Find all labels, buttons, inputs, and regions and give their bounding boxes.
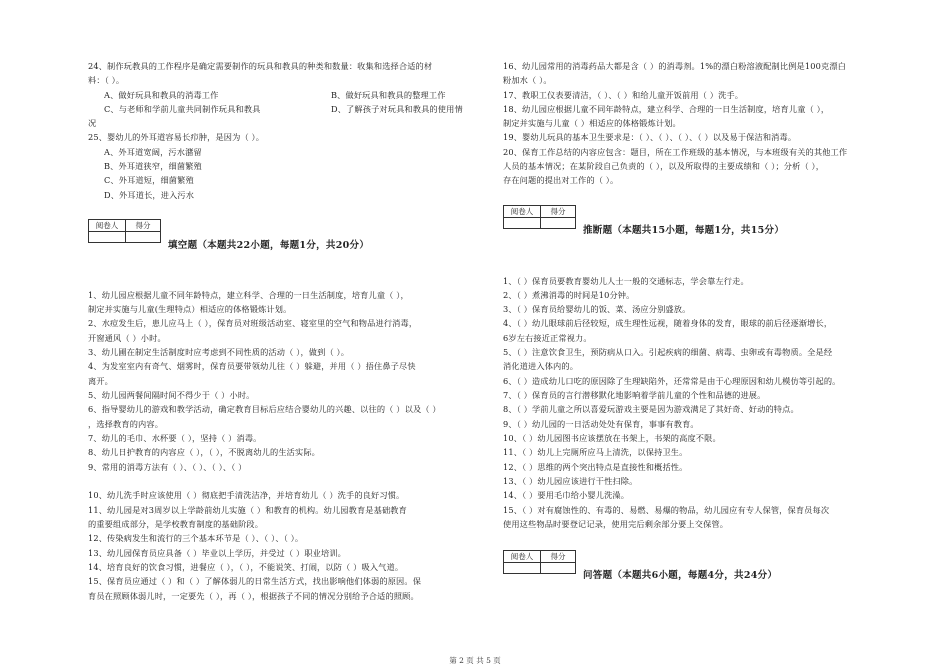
judge-line: 15、（ ）对有腐蚀性的、有毒的、易燃、易爆的物品，幼儿园应有专人保管，保育员每次	[503, 505, 830, 515]
fill-line: 开窗通风（ ）小时。	[88, 333, 166, 343]
option-c: C、与老师和学前儿童共同制作玩具和教具	[104, 104, 261, 114]
fill-line: 育员在照顾体弱儿时，一定要先（ ），再（ ），根据孩子不同的情况分别给予合适的照顾。	[88, 591, 419, 601]
right-line: 存在问题的提出对工作的（ ）。	[503, 175, 619, 185]
option-c: C、外耳道短，细菌繁殖	[104, 175, 194, 185]
fill-line: 的重要组成部分，是学校教育制度的基础阶段。	[88, 519, 264, 529]
reviewer-label: 阅卷人	[504, 551, 541, 563]
judge-line: 使用这些物品时要登记记录，使用完后剩余部分要上交保管。	[503, 519, 729, 529]
judge-line: 12、（ ）思维的两个突出特点是直接性和概括性。	[503, 462, 688, 472]
fill-line: 7、幼儿的毛巾、水杯要（ ），坚持（ ）消毒。	[88, 433, 262, 443]
fill-line: 13、幼儿园保育员应具备（ ）毕业以上学历，并受过（ ）职业培训。	[88, 548, 347, 558]
right-line: 19、婴幼儿玩具的基本卫生要求是：（ ）、（ ）、（ ）、（ ）以及易于保洁和消毒。	[503, 132, 797, 142]
page-number: 第 2 页 共 5 页	[449, 656, 501, 665]
option-d: D、了解孩子对玩具和教具的使用情	[331, 104, 463, 114]
option-b: B、做好玩具和教具的整理工作	[331, 90, 446, 100]
right-line: 16、幼儿园常用的消毒药品大都是含（ ）的消毒剂。1%的漂白粉溶液配制比例是100克漂白	[503, 61, 846, 71]
right-line: 粉加水（ ）。	[503, 75, 552, 85]
fill-line: 5、幼儿园两餐间隔时间不得少于（ ）小时。	[88, 390, 255, 400]
option-b: B、外耳道狭窄，细菌繁殖	[104, 161, 202, 171]
question-25: 25、婴幼儿的外耳道容易长疖肿，是因为（ ）。	[88, 132, 265, 142]
judge-line: 6、（ ）造成幼儿口吃的原因除了生理缺陷外，还常常是由于心理原因和幼儿模仿等引起的。	[503, 376, 841, 386]
question-24-line-2: 料：（ ）。	[88, 75, 125, 85]
judge-line: 5、（ ）注意饮食卫生，预防病从口入。引起疾病的细菌、病毒、虫卵或有毒物质。全是经	[503, 347, 833, 357]
right-line: 20、保育工作总结的内容应包含：题目，所在工作班级的基本情况，与本班级有关的其他工作	[503, 147, 848, 157]
grader-box	[503, 205, 576, 229]
judge-line: 14、（ ）要用毛巾给小婴儿洗澡。	[503, 490, 630, 500]
option-d: D、外耳道长，进入污水	[104, 190, 195, 200]
reviewer-cell[interactable]	[504, 563, 541, 574]
grader-box	[88, 219, 161, 243]
judge-line: 9、（ ）幼儿园的一日活动处处有保育，事事有教育。	[503, 419, 699, 429]
judge-line: 2、（ ）煮沸消毒的时间是10分钟。	[503, 290, 635, 300]
judge-line: 10、（ ）幼儿园图书应该摆放在书架上，书架的高度不限。	[503, 433, 721, 443]
judge-line: 3、（ ）保育员给婴幼儿的饭、菜、汤应分别盛放。	[503, 304, 691, 314]
question-24-line-1: 24、制作玩教具的工作程序是确定需要制作的玩具和教具的种类和数量：收集和选择合适的材	[88, 61, 433, 71]
fill-line: 10、幼儿洗手时应该使用（ ）彻底把手清洗洁净，并培育幼儿（ ）洗手的良好习惯。	[88, 490, 405, 500]
judge-line: 消化道进入体内的。	[503, 361, 579, 371]
fill-line: 15、保育员应通过（ ）和（ ）了解体弱儿的日常生活方式，找出影响他们体弱的原因。保	[88, 576, 422, 586]
fill-line: 3、幼儿圃在制定生活制度时应考虑到不同性质的活动（ ），做到（ ）。	[88, 347, 350, 357]
option-a: A、做好玩具和教具的消毒工作	[104, 90, 219, 100]
fill-line: 4、为发室室内有奇气、烟雾时，保育员要带领幼儿往（ ）躲避，并用（ ）捂住鼻子尽快	[88, 361, 416, 371]
judge-line: 11、（ ）幼儿上完厕所应马上清洗，以保持卫生。	[503, 447, 688, 457]
option-a: A、外耳道宽阔，污水潴留	[104, 147, 202, 157]
right-line: 17、教职工仪表要清洁，（ ）、（ ）和给儿童开饭前用（ ）洗手。	[503, 90, 744, 100]
fill-line: 8、幼儿日护教育的内容应（ ），（ ），不脱离幼儿的生活实际。	[88, 447, 321, 457]
section-title-judge: 推断题（本题共15小题，每题1分，共15分）	[583, 225, 785, 236]
reviewer-cell[interactable]	[89, 232, 126, 243]
reviewer-label: 阅卷人	[504, 206, 541, 218]
question-24-line-3: 况	[88, 118, 97, 128]
score-cell[interactable]	[541, 218, 576, 229]
score-cell[interactable]	[126, 232, 161, 243]
fill-line: 制定并实施与儿童(生理特点）相适应的体格锻炼计划。	[88, 304, 292, 314]
judge-line: 6岁左右接近正常视力。	[503, 333, 592, 343]
reviewer-label: 阅卷人	[89, 220, 126, 232]
section-title-fill: 填空题（本题共22小题，每题1分，共20分）	[168, 240, 370, 251]
fill-line: 9、常用的消毒方法有（ ）、（ ）、（ ）、（ ）	[88, 462, 247, 472]
right-line: 18、幼儿园应根据儿童不同年龄特点，建立科学、合理的一日生活制度，培育儿童（ ），	[503, 104, 830, 114]
section-title-answer: 问答题（本题共6小题，每题4分，共24分）	[583, 570, 778, 581]
fill-line: 1、幼儿园应根据儿童不同年龄特点，建立科学、合理的一日生活制度，培育儿童（ ），	[88, 290, 409, 300]
judge-line: 13、（ ）幼儿园应该进行干性扫除。	[503, 476, 638, 486]
judge-line: 8、（ ）学前儿童之所以喜爱玩游戏主要是因为游戏满足了其好奇、好动的特点。	[503, 404, 799, 414]
judge-line: 7、（ ）保育员的言行潜移默化地影响着学前儿童的个性和品德的进展。	[503, 390, 766, 400]
fill-line: 14、培育良好的饮食习惯，进餐应（ ），（ ），不能说笑、打闹，以防（ ）吸入气道。	[88, 562, 404, 572]
grader-box	[503, 550, 576, 574]
fill-line: 离开。	[88, 376, 114, 386]
judge-line: 1、（ ）保育员要教育婴幼儿人士一般的交通标志，学会靠左行走。	[503, 276, 749, 286]
score-cell[interactable]	[541, 563, 576, 574]
right-line: 人员的基本情况；在某阶段自己负责的（ ），以及所取得的主要成绩和（ ）；分析（ ），	[503, 161, 825, 171]
fill-line: 6、指导婴幼儿的游戏和教学活动，确定教育目标后应结合婴幼儿的兴趣、以往的（ ）以及（ ）	[88, 404, 441, 414]
score-label: 得分	[541, 206, 576, 218]
judge-line: 4、（ ）幼儿眼球前后径较短，成生理性远视，随着身体的发育，眼球的前后径逐渐增长，	[503, 318, 833, 328]
fill-line: 12、传染病发生和流行的三个基本环节是（ ）、（ ）、（ ）。	[88, 533, 304, 543]
fill-line: 11、幼儿园是对3周岁以上学龄前幼儿实施（ ）和教育的机构。幼儿园教育是基础教育	[88, 505, 407, 515]
reviewer-cell[interactable]	[504, 218, 541, 229]
fill-line: ，选择教育的内容。	[88, 419, 164, 429]
fill-line: 2、水痘发生后，患儿应马上（ ），保育员对班级活动室、寝室里的空气和物品进行消毒，	[88, 318, 418, 328]
right-line: 制定并实施与儿童（ ）相适应的体格锻炼计划。	[503, 118, 681, 128]
score-label: 得分	[541, 551, 576, 563]
score-label: 得分	[126, 220, 161, 232]
